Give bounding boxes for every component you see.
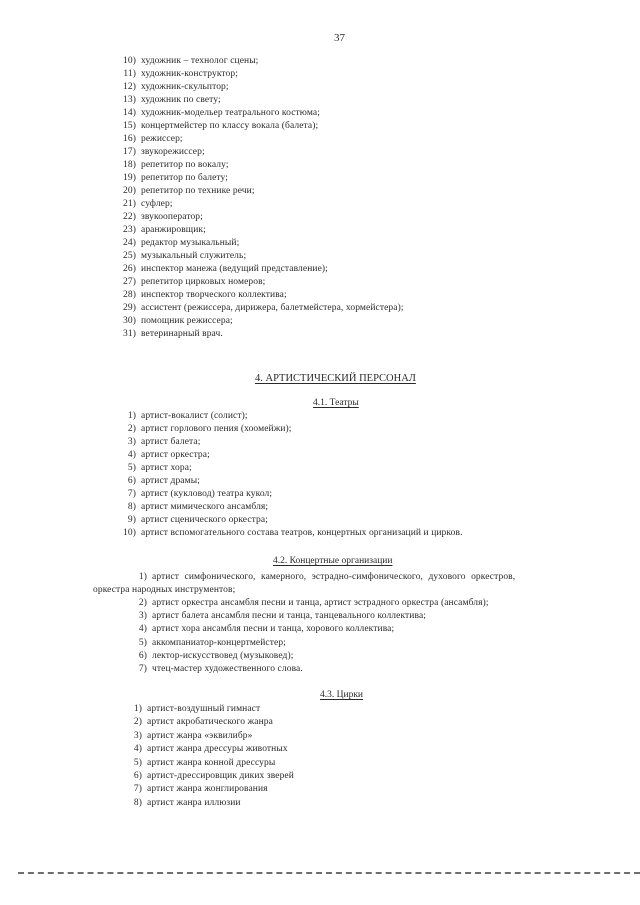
item-number: 1) xyxy=(133,704,142,714)
item-number: 9) xyxy=(127,515,136,525)
list-item xyxy=(118,107,320,119)
item-number: 19) xyxy=(123,173,136,183)
item-number: 4) xyxy=(127,450,136,460)
list-item xyxy=(118,237,239,249)
item-number: 28) xyxy=(123,290,136,300)
list-item xyxy=(118,81,229,93)
item-text: артист жанра иллюзии xyxy=(147,797,241,808)
list-item xyxy=(118,276,265,288)
item-text: ассистент (режиссера, дирижера, балетмейстера, хормейстера); xyxy=(141,303,404,313)
item-number: 23) xyxy=(123,225,136,235)
item-number: 16) xyxy=(123,134,136,144)
item-text: аранжировщик; xyxy=(141,225,206,235)
list-item-continuation xyxy=(93,584,235,596)
item-text: артист драмы; xyxy=(141,476,200,486)
item-text: художник-модельер театрального костюма; xyxy=(141,108,320,118)
list-item xyxy=(131,623,394,635)
item-text: артист-вокалист (солист); xyxy=(141,411,248,421)
list-item xyxy=(118,315,233,327)
item-number: 3) xyxy=(127,437,136,447)
item-text: чтец-мастер художественного слова. xyxy=(152,664,303,674)
item-number: 14) xyxy=(123,108,136,118)
item-number: 5) xyxy=(127,463,136,473)
list-item xyxy=(131,571,515,583)
list-item xyxy=(118,172,228,184)
list-item xyxy=(120,410,248,422)
list-item xyxy=(120,501,268,513)
item-number: 25) xyxy=(123,251,136,261)
item-text: артист хора ансамбля песни и танца, хорового коллектива; xyxy=(152,624,395,635)
item-number: 4) xyxy=(133,744,142,755)
item-number: 15) xyxy=(123,121,136,131)
item-number: 6) xyxy=(133,771,142,781)
item-text: инспектор манежа (ведущий представление); xyxy=(141,264,328,274)
list-item xyxy=(128,743,288,755)
item-number: 8) xyxy=(133,797,142,808)
item-number: 22) xyxy=(123,212,136,222)
item-text: лектор-искусствовед (музыковед); xyxy=(152,650,294,661)
item-number: 6) xyxy=(127,476,136,486)
item-number: 5) xyxy=(138,637,147,648)
item-text: артист оркестра ансамбля песни и танца, артист эстрадного оркестра (ансамбля); xyxy=(152,598,489,608)
item-number: 2) xyxy=(138,598,147,608)
item-text: аккомпаниатор-концертмейстер; xyxy=(152,637,286,648)
item-text: артист-воздушный гимнаст xyxy=(147,704,261,714)
item-number: 11) xyxy=(123,69,136,79)
item-number: 7) xyxy=(138,664,147,674)
item-number: 2) xyxy=(127,424,136,434)
item-number: 30) xyxy=(123,316,136,326)
item-number: 29) xyxy=(123,303,136,313)
item-number: 10) xyxy=(123,528,136,538)
item-number: 3) xyxy=(133,730,142,741)
item-number: 10) xyxy=(123,56,136,66)
item-number: 4) xyxy=(138,624,147,635)
list-item xyxy=(118,224,206,236)
list-item xyxy=(128,783,268,795)
item-number: 24) xyxy=(123,238,136,248)
item-text: инспектор творческого коллектива; xyxy=(141,290,287,300)
item-text: артист мимического ансамбля; xyxy=(141,502,269,512)
item-text: помощник режиссера; xyxy=(141,316,233,326)
list-item xyxy=(118,289,287,301)
list-item xyxy=(120,423,292,435)
item-text: артист (кукловод) театра кукол; xyxy=(141,489,273,499)
list-item xyxy=(118,328,223,340)
list-item xyxy=(120,514,268,526)
item-number: 13) xyxy=(123,95,136,105)
item-text: артист горлового пения (хоомейжи); xyxy=(141,424,292,434)
list-item xyxy=(131,650,293,662)
item-text: артист жанра конной дрессуры xyxy=(147,757,276,768)
list-item xyxy=(118,55,258,67)
list-item xyxy=(128,757,275,769)
item-text: артист сценического оркестра; xyxy=(141,515,268,525)
list-item xyxy=(118,133,183,145)
item-text: художник-конструктор; xyxy=(141,69,238,79)
list-item xyxy=(118,159,229,171)
item-text: артист балета ансамбля песни и танца, танцевального коллектива; xyxy=(152,611,427,622)
list-item xyxy=(118,198,173,210)
item-text: ветеринарный врач. xyxy=(141,329,223,339)
item-text: артист симфонического, камерного, эстрадно-симфонического, духового оркестров, xyxy=(152,572,516,582)
list-item xyxy=(118,263,328,275)
page-number: 37 xyxy=(334,32,345,44)
subsection-title-theatres: 4.1. Театры xyxy=(313,398,359,408)
list-item xyxy=(118,68,238,80)
item-number: 6) xyxy=(138,650,147,661)
item-text: артист хора; xyxy=(141,463,192,473)
item-number: 2) xyxy=(133,717,142,728)
page-bottom-rule xyxy=(18,872,640,874)
list-item xyxy=(128,716,273,728)
list-item xyxy=(118,185,255,197)
item-text: репетитор по вокалу; xyxy=(141,160,229,170)
list-item xyxy=(118,120,318,132)
item-number: 31) xyxy=(123,329,136,339)
list-item xyxy=(120,488,272,500)
item-text: артист жанра дрессуры животных xyxy=(147,744,288,755)
item-text: артист вспомогательного состава театров, концертных организаций и цирков. xyxy=(141,528,463,538)
item-text: репетитор по балету; xyxy=(141,173,228,183)
item-text: звукорежиссер; xyxy=(141,147,205,157)
item-number: 3) xyxy=(138,611,147,622)
subsection-title-concert-organizations: 4.2. Концертные организации xyxy=(273,556,393,566)
item-text: художник-скульптор; xyxy=(141,82,229,92)
item-text: репетитор цирковых номеров; xyxy=(141,277,266,287)
list-item xyxy=(120,475,200,487)
item-number: 1) xyxy=(127,411,136,421)
item-number: 21) xyxy=(123,199,136,209)
item-number: 27) xyxy=(123,277,136,287)
item-text: артист жанра жонглирования xyxy=(147,784,268,795)
item-text: артист оркестра; xyxy=(141,450,210,460)
item-text: звукооператор; xyxy=(141,212,203,222)
item-text: артист жанра «эквилибр» xyxy=(147,730,253,741)
list-item xyxy=(128,703,260,715)
list-item xyxy=(120,436,200,448)
item-text: концертмейстер по классу вокала (балета); xyxy=(141,121,319,131)
item-text: артист акробатического жанра xyxy=(147,717,273,728)
item-number: 20) xyxy=(123,186,136,196)
item-number: 7) xyxy=(133,784,142,795)
list-item xyxy=(131,610,426,622)
item-text: артист балета; xyxy=(141,437,201,447)
item-number: 7) xyxy=(127,489,136,499)
item-text: музыкальный служитель; xyxy=(141,251,247,261)
list-item xyxy=(118,250,246,262)
item-text: художник по свету; xyxy=(141,95,221,105)
item-text: суфлер; xyxy=(141,199,173,209)
list-item xyxy=(131,597,489,609)
list-item xyxy=(120,527,463,539)
list-item xyxy=(120,449,210,461)
list-item xyxy=(131,637,286,649)
item-number: 18) xyxy=(123,160,136,170)
list-item xyxy=(128,797,241,809)
list-item xyxy=(118,94,221,106)
item-number: 1) xyxy=(138,572,147,582)
item-number: 17) xyxy=(123,147,136,157)
section-title-artistic-staff: 4. АРТИСТИЧЕСКИЙ ПЕРСОНАЛ xyxy=(255,373,416,384)
list-item xyxy=(128,730,253,742)
item-text: оркестра народных инструментов; xyxy=(93,585,236,595)
subsection-title-circuses: 4.3. Цирки xyxy=(320,690,364,700)
item-text: артист-дрессировщик диких зверей xyxy=(147,771,294,781)
item-number: 12) xyxy=(123,82,136,92)
item-number: 8) xyxy=(127,502,136,512)
list-item xyxy=(118,146,205,158)
item-text: художник – технолог сцены; xyxy=(141,56,259,66)
item-text: редактор музыкальный; xyxy=(141,238,240,248)
list-item xyxy=(118,302,404,314)
item-number: 26) xyxy=(123,264,136,274)
list-item xyxy=(118,211,203,223)
item-text: репетитор по технике речи; xyxy=(141,186,255,196)
list-item xyxy=(131,663,303,675)
list-item xyxy=(128,770,294,782)
list-item xyxy=(120,462,192,474)
item-number: 5) xyxy=(133,757,142,768)
item-text: режиссер; xyxy=(141,134,183,144)
